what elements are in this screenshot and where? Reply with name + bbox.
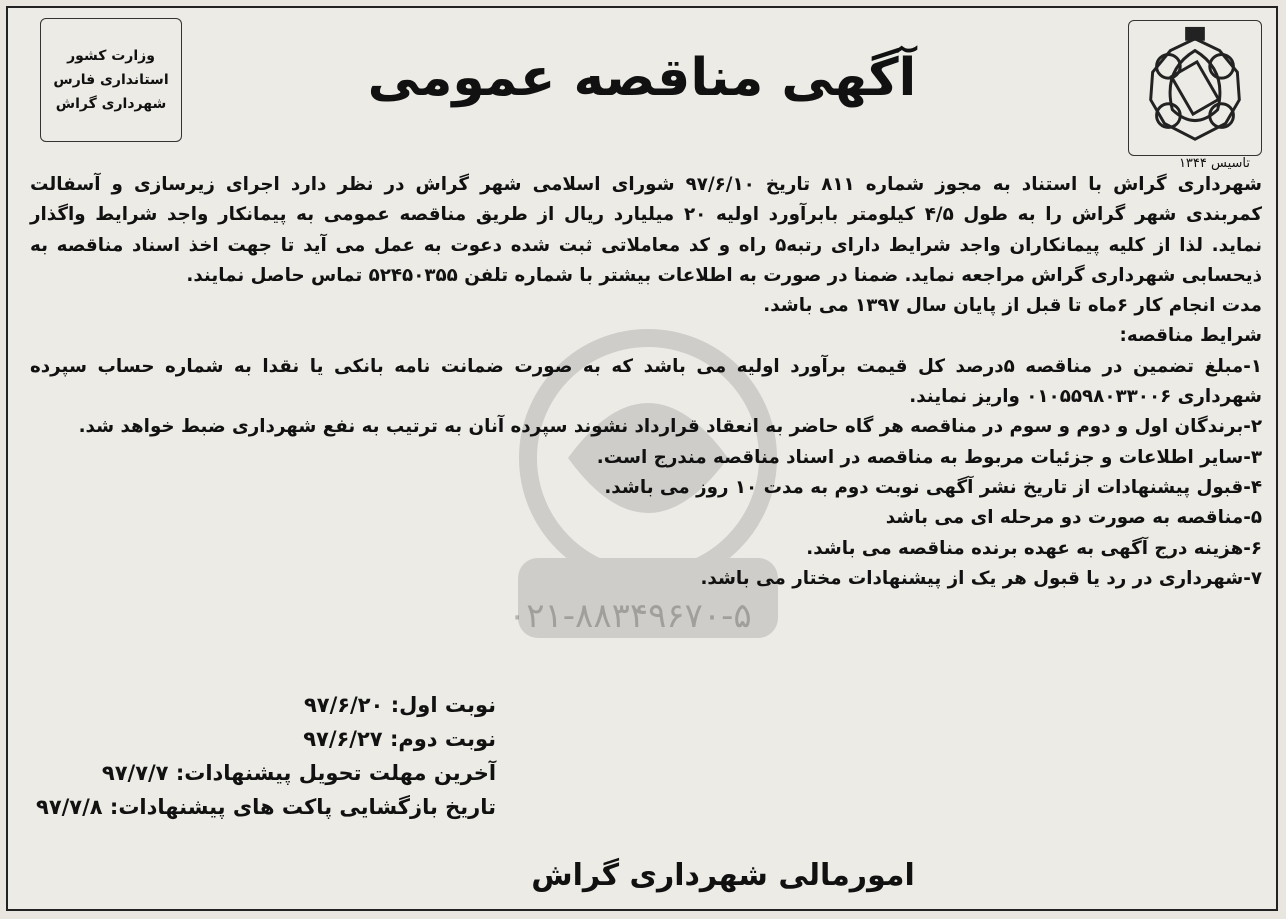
schedule-block (36, 688, 496, 824)
first-publish-label: نوبت اول: (390, 693, 497, 717)
second-publish-date: ۹۷/۶/۲۷ (303, 727, 383, 751)
second-publish-label: نوبت دوم: (389, 727, 497, 751)
conditions-heading: شرایط مناقصه: (1119, 325, 1262, 347)
condition-1-line-2: شهرداری ۰۱۰۵۵۹۸۰۳۳۰۰۶ واریز نمایند. (909, 386, 1262, 408)
schedule-deadline (36, 756, 496, 790)
watermark-phone: ۰۲۱-۸۸۳۴۹۶۷۰-۵ (508, 596, 752, 636)
schedule-first (36, 688, 496, 722)
condition-1-line-1: ۱-مبلغ تضمین در مناقصه ۵درصد کل قیمت برآورد اولیه می باشد که به صورت ضمانت نامه بانکی یا نقدا به شماره حساب سپرده (30, 355, 1262, 377)
ministry-line-1: وزارت کشور (67, 48, 155, 64)
duration-text: مدت انجام کار ۶ماه تا قبل از پایان سال ۱۳۹۷ می باشد. (763, 295, 1262, 317)
notice-page (6, 6, 1278, 911)
schedule-opening (36, 790, 496, 824)
deadline-date: ۹۷/۷/۷ (101, 761, 169, 785)
condition-3: ۳-سایر اطلاعات و جزئیات مربوط به مناقصه در اسناد مناقصه مندرج است. (596, 446, 1262, 468)
intro-line-2: کمربندی شهر گراش را به طول ۴/۵ کیلومتر بابرآورد اولیه ۲۰ میلیارد ریال از طریق مناقصه عمومی به پیمانکار واجد شرایط واگذار (30, 204, 1262, 226)
condition-5: ۵-مناقصه به صورت دو مرحله ای می باشد (885, 507, 1262, 529)
municipality-logo (1128, 20, 1262, 156)
intro-line-1: شهرداری گراش با استناد به مجوز شماره ۸۱۱ تاریخ ۹۷/۶/۱۰ شورای اسلامی شهر گراش در نظر دارد اجرای زیرسازی و آسفالت (30, 174, 1262, 195)
condition-2: ۲-برندگان اول و دوم و سوم در مناقصه هر گاه حاضر به انعقاد قرارداد نشوند سپرده آنان به ترتیب به نفع شهرداری ضبط خواهد شد. (78, 416, 1262, 438)
founded-year: تاسیس ۱۳۴۴ (1178, 156, 1250, 171)
intro-line-4: ذیحسابی شهرداری گراش مراجعه نماید. ضمنا در صورت به اطلاعات بیشتر با شماره تلفن ۵۲۴۵۰۳۵۵ تماس حاصل نمایند. (186, 264, 1262, 286)
signature: امورمالی شهرداری گراش (531, 858, 915, 893)
intro-line-3: نماید. لذا از کلیه پیمانکاران واجد شرایط دارای رتبه۵ راه و کد معاملاتی ثبت شده دعوت به عمل می آید تا جهت اخذ اسناد مناقصه به (30, 234, 1262, 256)
opening-label: تاریخ بازگشایی پاکت های پیشنهادات: (109, 795, 497, 819)
page-title: آگهی مناقصه عمومی (367, 48, 917, 108)
schedule-second (36, 722, 496, 756)
first-publish-date: ۹۷/۶/۲۰ (303, 693, 384, 717)
ministry-line-3: شهرداری گراش (55, 96, 167, 112)
notice-body (30, 170, 1262, 594)
condition-7: ۷-شهرداری در رد یا قبول هر یک از پیشنهادات مختار می باشد. (700, 567, 1262, 589)
ministry-box (40, 18, 182, 142)
condition-6: ۶-هزینه درج آگهی به عهده برنده مناقصه می باشد. (806, 537, 1262, 559)
ministry-line-2: استانداری فارس (53, 72, 169, 88)
condition-4: ۴-قبول پیشنهادات از تاریخ نشر آگهی نوبت دوم به مدت ۱۰ روز می باشد. (604, 476, 1262, 498)
municipality-logo-icon (1129, 21, 1261, 155)
opening-date: ۹۷/۷/۸ (36, 795, 103, 819)
deadline-label: آخرین مهلت تحویل پیشنهادات: (175, 761, 497, 785)
